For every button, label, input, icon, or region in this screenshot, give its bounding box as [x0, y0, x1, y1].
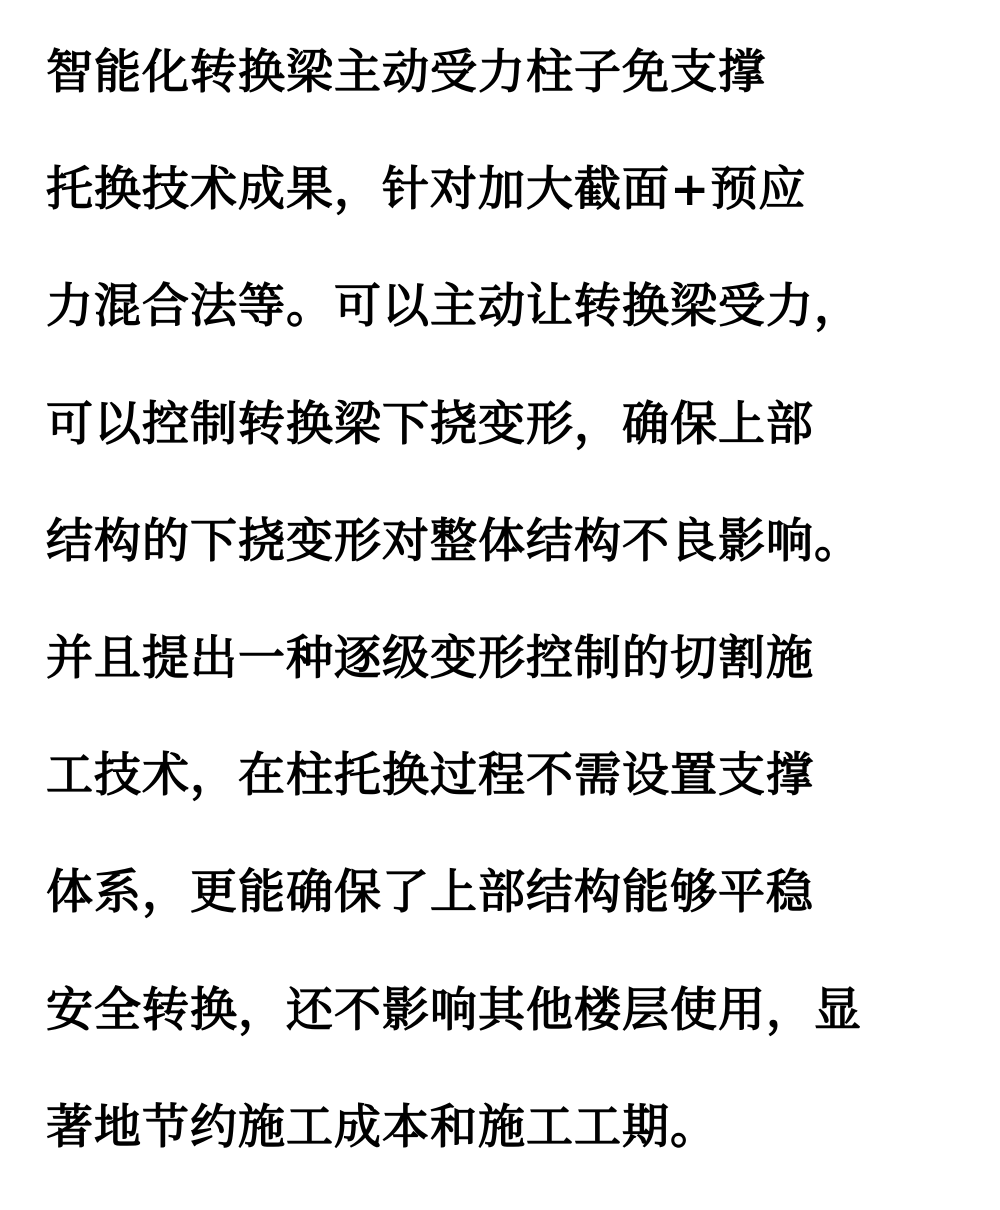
- text-line: 力混合法等。可以主动让转换梁受力，: [46, 279, 862, 335]
- text-line: 工技术，在柱托换过程不需设置支撑: [46, 748, 814, 804]
- text-line: 托换技术成果，针对加大截面+预应: [46, 162, 807, 218]
- text-line: 智能化转换梁主动受力柱子免支撑: [46, 45, 766, 100]
- document-body: [46, 38, 986, 1210]
- text-line: 并且提出一种逐级变形控制的切割施: [46, 630, 814, 686]
- text-line: 结构的下挠变形对整体结构不良影响。: [46, 513, 862, 569]
- text-line: 安全转换，还不影响其他楼层使用，显: [46, 982, 862, 1038]
- text-line: 可以控制转换梁下挠变形，确保上部: [46, 396, 814, 452]
- text-line: 著地节约施工成本和施工工期。: [46, 1099, 718, 1155]
- text-line: 体系，更能确保了上部结构能够平稳: [46, 865, 814, 921]
